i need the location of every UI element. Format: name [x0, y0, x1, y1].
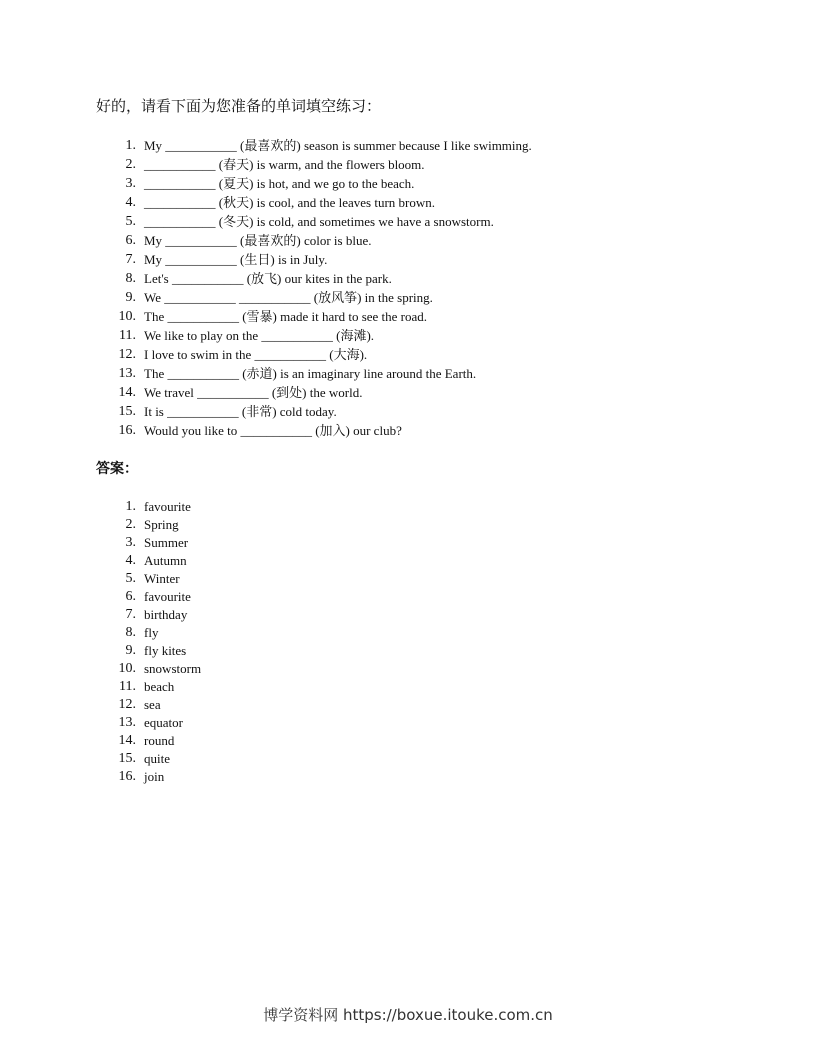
question-item-number: 10.	[118, 309, 136, 324]
question-item-text: ___________ (冬天) is cold, and sometimes we have a snowstorm.	[144, 214, 494, 229]
question-item-number: 5.	[125, 214, 136, 229]
question-item-text: Let's ___________ (放飞) our kites in the park.	[144, 271, 392, 286]
answer-item-text: Autumn	[144, 553, 187, 568]
question-item-number: 9.	[125, 290, 136, 305]
answer-item-number: 10.	[118, 661, 136, 676]
answer-item-number: 6.	[125, 589, 136, 604]
answer-item-number: 5.	[125, 571, 136, 586]
answer-item-number: 12.	[118, 697, 136, 712]
answer-item-text: round	[144, 733, 175, 748]
answer-item-number: 4.	[125, 553, 136, 568]
question-item-number: 13.	[118, 366, 136, 381]
answer-item-text: birthday	[144, 607, 188, 622]
question-item-number: 3.	[125, 176, 136, 191]
question-item-text: We ___________ ___________ (放风筝) in the spring.	[144, 290, 433, 305]
question-item-number: 6.	[125, 233, 136, 248]
answer-item-text: equator	[144, 715, 183, 730]
question-item-text: I love to swim in the ___________ (大海).	[144, 347, 368, 362]
answer-item-number: 14.	[118, 733, 136, 748]
question-item-text: My ___________ (最喜欢的) color is blue.	[144, 233, 372, 248]
footer-watermark: 博学资料网 https://boxue.itouke.com.cn	[263, 1006, 553, 1024]
question-item-number: 11.	[119, 328, 136, 343]
question-item-text: My ___________ (最喜欢的) season is summer because I like swimming.	[144, 138, 532, 153]
answer-item-text: Summer	[144, 535, 189, 550]
answer-item-number: 3.	[125, 535, 136, 550]
question-item-text: The ___________ (赤道) is an imaginary line around the Earth.	[144, 366, 477, 381]
answer-item-number: 16.	[118, 769, 136, 784]
answer-item-number: 2.	[125, 517, 136, 532]
question-item-number: 14.	[118, 385, 136, 400]
answer-item-text: beach	[144, 679, 175, 694]
answer-item-text: favourite	[144, 499, 191, 514]
answer-item-number: 11.	[119, 679, 136, 694]
question-item-text: The ___________ (雪暴) made it hard to see the road.	[144, 309, 428, 324]
question-item-text: It is ___________ (非常) cold today.	[144, 404, 337, 419]
question-item-text: We travel ___________ (到处) the world.	[144, 385, 363, 400]
answer-item-text: favourite	[144, 589, 191, 604]
answer-item-text: fly	[144, 625, 159, 640]
intro-text: 好的，请看下面为您准备的单词填空练习：	[96, 97, 382, 115]
question-item-text: ___________ (春天) is warm, and the flowers bloom.	[144, 157, 425, 172]
question-item-text: ___________ (秋天) is cool, and the leaves turn brown.	[144, 195, 436, 210]
question-item-text: ___________ (夏天) is hot, and we go to the beach.	[144, 176, 415, 191]
answer-item-text: snowstorm	[144, 661, 202, 676]
answer-item-number: 1.	[125, 499, 136, 514]
answer-item-text: Spring	[144, 517, 179, 532]
answer-item-number: 15.	[118, 751, 136, 766]
question-item-number: 7.	[125, 252, 136, 267]
answer-item-text: Winter	[144, 571, 180, 586]
question-item-number: 15.	[118, 404, 136, 419]
question-item-number: 4.	[125, 195, 136, 210]
question-item-number: 12.	[118, 347, 136, 362]
answer-item-text: quite	[144, 751, 170, 766]
answer-item-number: 7.	[125, 607, 136, 622]
question-item-number: 16.	[118, 423, 136, 438]
question-item-number: 1.	[125, 138, 136, 153]
answer-item-number: 8.	[125, 625, 136, 640]
question-item-number: 8.	[125, 271, 136, 286]
answer-item-number: 13.	[118, 715, 136, 730]
question-item-text: We like to play on the ___________ (海滩).	[144, 328, 375, 343]
answers-heading: 答案：	[96, 461, 138, 477]
question-item-text: My ___________ (生日) is in July.	[144, 252, 328, 267]
answer-item-text: fly kites	[144, 643, 187, 658]
answer-item-text: join	[144, 769, 165, 784]
answer-item-number: 9.	[125, 643, 136, 658]
question-item-text: Would you like to ___________ (加入) our club?	[144, 423, 402, 438]
answer-item-text: sea	[144, 697, 161, 712]
question-item-number: 2.	[125, 157, 136, 172]
